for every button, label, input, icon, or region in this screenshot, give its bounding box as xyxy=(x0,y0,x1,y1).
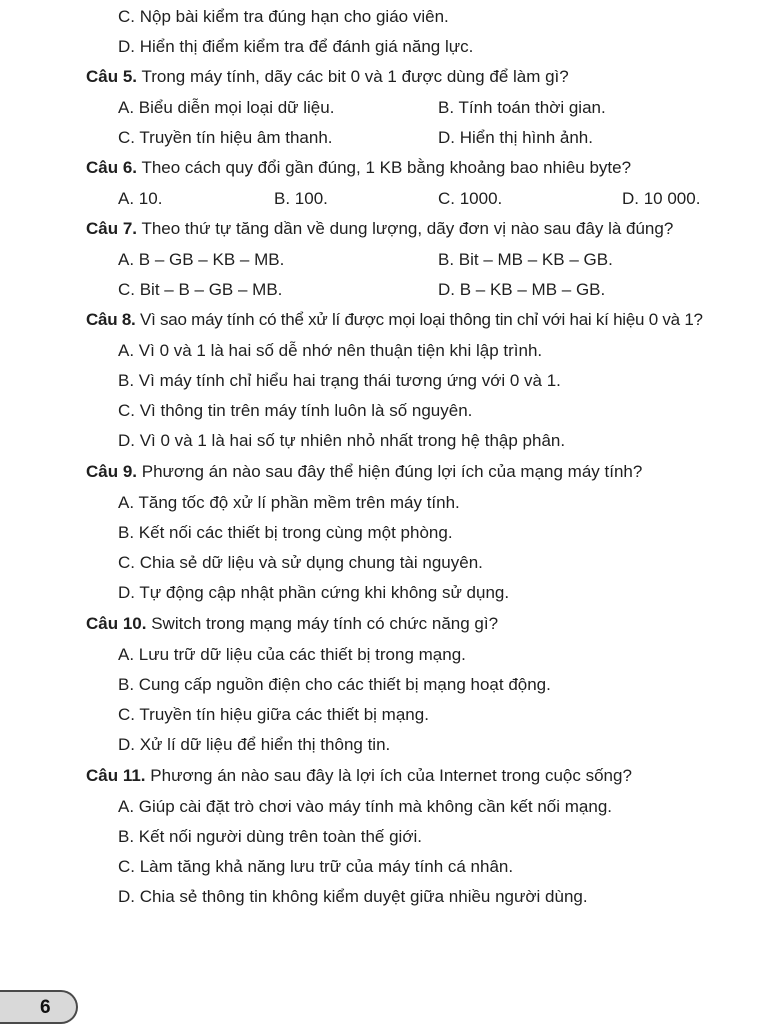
q8-option-d: D. Vì 0 và 1 là hai số tự nhiên nhỏ nhất trong hệ thập phân. xyxy=(118,431,566,450)
question-7 xyxy=(86,218,673,240)
page-number: 6 xyxy=(40,997,51,1018)
q11-option-a: A. Giúp cài đặt trò chơi vào máy tính mà không cần kết nối mạng. xyxy=(118,797,613,816)
question-5 xyxy=(86,66,569,88)
q9-option-b: B. Kết nối các thiết bị trong cùng một phòng. xyxy=(118,523,453,542)
q8-option-a: A. Vì 0 và 1 là hai số dễ nhớ nên thuận tiện khi lập trình. xyxy=(118,341,543,360)
q10-option-b: B. Cung cấp nguồn điện cho các thiết bị mạng hoạt động. xyxy=(118,675,551,694)
q11-option-b: B. Kết nối người dùng trên toàn thế giới. xyxy=(118,827,422,846)
question-6-text: Theo cách quy đổi gần đúng, 1 KB bằng khoảng bao nhiêu byte? xyxy=(137,158,632,177)
q5-option-b: B. Tính toán thời gian. xyxy=(438,98,606,117)
q10-option-c: C. Truyền tín hiệu giữa các thiết bị mạng. xyxy=(118,705,429,724)
question-11-label: Câu 11. xyxy=(86,766,146,785)
question-8-text: Vì sao máy tính có thể xử lí được mọi loại thông tin chỉ với hai kí hiệu 0 và 1? xyxy=(135,310,703,329)
q10-option-a: A. Lưu trữ dữ liệu của các thiết bị trong mạng. xyxy=(118,645,466,664)
q6-option-c: C. 1000. xyxy=(438,189,503,208)
q7-option-a: A. B – GB – KB – MB. xyxy=(118,250,285,269)
question-9-label: Câu 9. xyxy=(86,462,138,481)
q7-option-b: B. Bit – MB – KB – GB. xyxy=(438,250,613,269)
q11-option-d: D. Chia sẻ thông tin không kiểm duyệt giữa nhiều người dùng. xyxy=(118,887,588,906)
question-8-label: Câu 8. xyxy=(86,310,136,329)
question-9 xyxy=(86,461,642,483)
q6-option-a: A. 10. xyxy=(118,189,163,208)
q5-option-d: D. Hiển thị hình ảnh. xyxy=(438,128,593,147)
question-10-text: Switch trong mạng máy tính có chức năng gì? xyxy=(146,614,499,633)
q10-option-d: D. Xử lí dữ liệu để hiển thị thông tin. xyxy=(118,735,391,754)
question-10-label: Câu 10. xyxy=(86,614,147,633)
q8-option-b: B. Vì máy tính chỉ hiểu hai trạng thái tương ứng với 0 và 1. xyxy=(118,371,561,390)
page-number-tab xyxy=(0,990,78,1024)
q9-option-c: C. Chia sẻ dữ liệu và sử dụng chung tài nguyên. xyxy=(118,553,483,572)
question-5-label: Câu 5. xyxy=(86,67,138,86)
question-10 xyxy=(86,613,498,635)
question-11 xyxy=(86,765,632,787)
question-6 xyxy=(86,157,631,179)
q7-option-d: D. B – KB – MB – GB. xyxy=(438,280,606,299)
q5-option-a: A. Biểu diễn mọi loại dữ liệu. xyxy=(118,98,335,117)
q9-option-a: A. Tăng tốc độ xử lí phần mềm trên máy tính. xyxy=(118,493,460,512)
q9-option-d: D. Tự động cập nhật phần cứng khi không sử dụng. xyxy=(118,583,510,602)
question-8 xyxy=(86,309,703,331)
question-5-text: Trong máy tính, dãy các bit 0 và 1 được dùng để làm gì? xyxy=(137,67,569,86)
q7-option-c: C. Bit – B – GB – MB. xyxy=(118,280,283,299)
q6-option-d: D. 10 000. xyxy=(622,189,701,208)
question-6-label: Câu 6. xyxy=(86,158,138,177)
question-9-text: Phương án nào sau đây thể hiện đúng lợi ích của mạng máy tính? xyxy=(137,462,643,481)
q5-option-c: C. Truyền tín hiệu âm thanh. xyxy=(118,128,333,147)
question-11-text: Phương án nào sau đây là lợi ích của Internet trong cuộc sống? xyxy=(145,766,632,785)
q11-option-c: C. Làm tăng khả năng lưu trữ của máy tính cá nhân. xyxy=(118,857,514,876)
q6-option-b: B. 100. xyxy=(274,189,328,208)
q4-option-c: C. Nộp bài kiểm tra đúng hạn cho giáo viên. xyxy=(118,7,449,26)
q8-option-c: C. Vì thông tin trên máy tính luôn là số nguyên. xyxy=(118,401,473,420)
question-7-label: Câu 7. xyxy=(86,219,138,238)
q4-option-d: D. Hiển thị điểm kiểm tra để đánh giá năng lực. xyxy=(118,37,474,56)
question-7-text: Theo thứ tự tăng dần về dung lượng, dãy đơn vị nào sau đây là đúng? xyxy=(137,219,674,238)
